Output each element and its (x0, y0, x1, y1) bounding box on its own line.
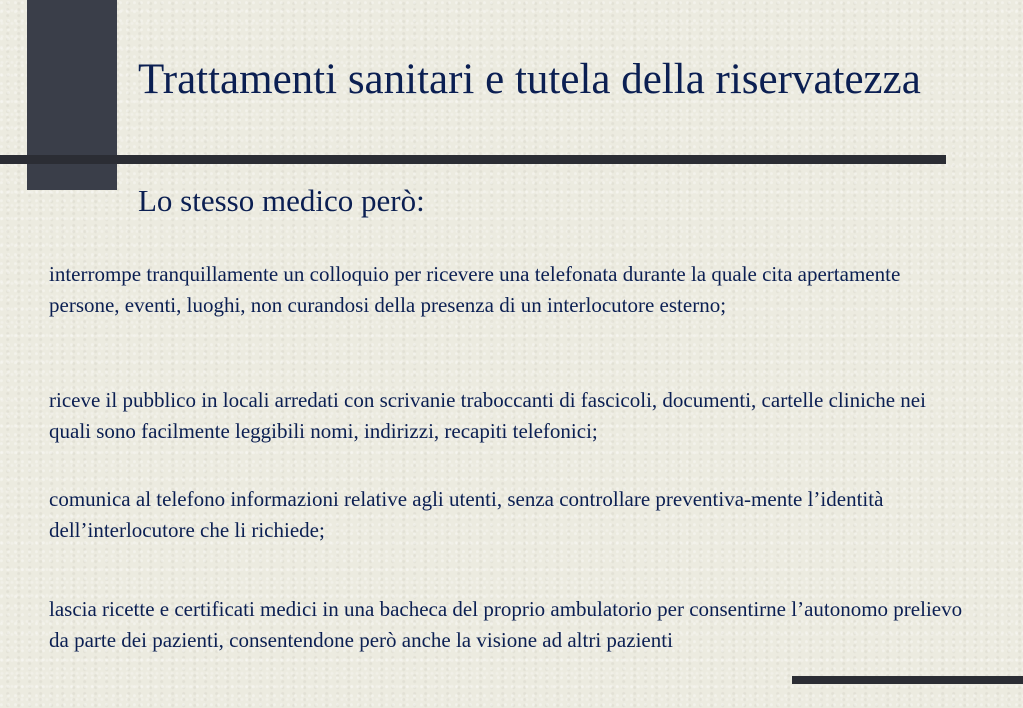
slide-subtitle: Lo stesso medico però: (138, 183, 425, 218)
paragraph-3: comunica al telefono informazioni relative agli utenti, senza controllare preventiva-mente l’identità dell’interlocutore che li richiede; (49, 487, 884, 542)
paragraph-2: riceve il pubblico in locali arredati con scrivanie traboccanti di fascicoli, documenti, cartelle cliniche nei quali sono facilmente leggibili nomi, indirizzi, recapiti telefonici; (49, 388, 926, 443)
slide-title: Trattamenti sanitari e tutela della riservatezza (138, 56, 921, 103)
title-divider-rule (0, 155, 946, 164)
footer-rule (792, 676, 1023, 684)
paragraph-1: interrompe tranquillamente un colloquio per ricevere una telefonata durante la quale cita apertamente persone, eventi, luoghi, non curandosi della presenza di un interlocutore esterno; (49, 262, 901, 317)
paragraph-4: lascia ricette e certificati medici in una bacheca del proprio ambulatorio per consentirne l’autonomo prelievo da parte dei pazienti, consentendone però anche la visione ad altri pazienti (49, 597, 963, 652)
